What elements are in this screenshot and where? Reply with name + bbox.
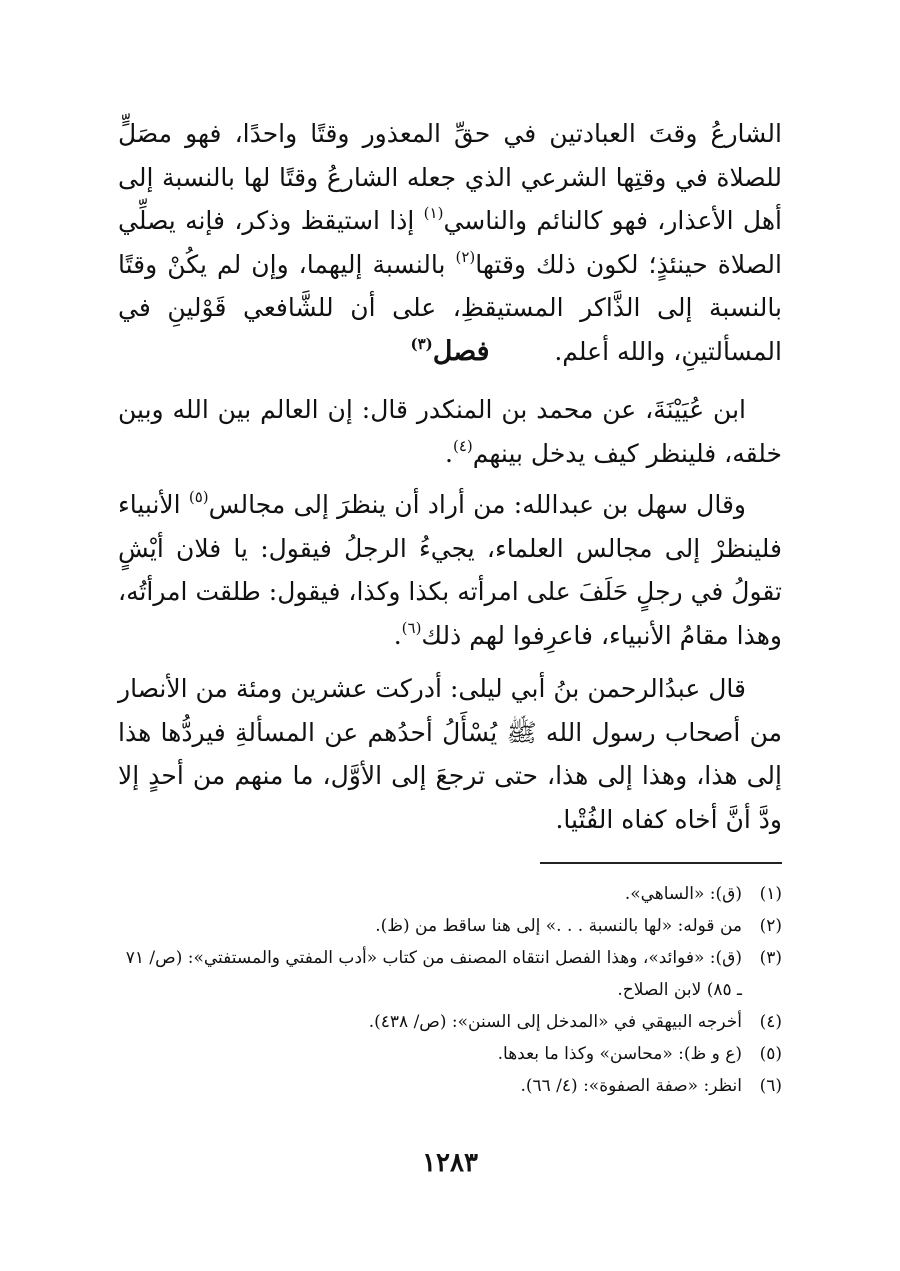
paragraph-text: قال عبدُالرحمن بنُ أبي ليلى: أدركت عشرين ومئة من الأنصار من أصحاب رسول الله ﷺ يُسْأَلُ أحدُهم عن المسألةِ فيردُّها هذا إلى هذا، وهذا إلى هذا، حتى ترجعَ إلى الأوَّل، ما منهم من أحدٍ إلا ودَّ أنَّ أخاه كفاه الفُتْيا. (118, 674, 782, 834)
footnote-ref-3[interactable]: (٣) (410, 335, 433, 353)
heading-text: فصل (432, 336, 490, 367)
p1-text-b: إذا استيقظ وذكر، فإنه يصلِّي الصلاة حينئذٍ؛ لكون ذلك وقتها (118, 206, 782, 279)
footnotes-list (118, 878, 782, 1102)
footnote-text: (ق): «الساهي». (624, 884, 742, 904)
footnote-text: من قوله: «لها بالنسبة . . .» إلى هنا ساقط من (ظ). (375, 916, 742, 936)
p1-text-a: الشارعُ وقتَ العبادتين في حقِّ المعذور وقتًا واحدًا، فهو مصَلٍّ للصلاة في وقتِها الشرعي الذي جعله الشارعُ وقتًا لها بالنسبة إلى أهل الأعذار، فهو كالنائم والناسي (118, 119, 782, 235)
footnote-ref-6[interactable]: (٦) (401, 618, 422, 637)
footnote-item (118, 1038, 782, 1070)
footnote-ref-2[interactable]: (٢) (455, 247, 476, 266)
footnote-item (118, 1070, 782, 1102)
footnote-text: (ع و ظ): «محاسن» وكذا ما بعدها. (497, 1044, 742, 1064)
footnote-item (118, 878, 782, 910)
page-number: ١٢٨٣ (422, 1148, 478, 1178)
p3-text-c: . (393, 620, 402, 650)
section-heading (118, 330, 782, 373)
p1-text-c: بالنسبة إليهما، وإن لم يكُنْ وقتًا بالنسبة إلى الذَّاكر المستيقظِ، على أن للشَّافعي قَوْلينِ في المسألتينِ، والله أعلم. (118, 249, 782, 366)
footnote-ref-5[interactable]: (٥) (188, 488, 209, 506)
footnote-number: (٥) (759, 1044, 782, 1064)
footnote-text: انظر: «صفة الصفوة»: (٤/ ٦٦). (520, 1076, 742, 1096)
p2-text-b: . (445, 438, 453, 468)
footnote-number: (٤) (759, 1012, 782, 1032)
footnote-ref-4[interactable]: (٤) (452, 436, 473, 455)
p3-text-b: الأنبياء فلينظرْ إلى مجالس العلماء، يجيءُ الرجلُ فيقول: يا فلان أيْشٍ تقولُ في رجلٍ حَلَفَ على امرأته بكذا وكذا، فيقول: طلقت امرأتُه، وهذا مقامُ الأنبياء، فاعرِفوا لهم ذلك (118, 490, 782, 650)
footnote-divider (540, 862, 782, 864)
footnote-item (118, 1006, 782, 1038)
footnote-number: (٢) (759, 916, 782, 936)
paragraph-text (118, 388, 782, 475)
body-paragraph-3 (118, 483, 782, 657)
p3-text-a: وقال سهل بن عبدالله: من أراد أن ينظرَ إلى مجالس (208, 490, 746, 519)
footnote-number: (٣) (759, 948, 782, 968)
footnote-item (118, 910, 782, 942)
footnote-text: أخرجه البيهقي في «المدخل إلى السنن»: (ص/ ٤٣٨). (368, 1012, 742, 1032)
footnote-text: (ق): «فوائد»، وهذا الفصل انتقاه المصنف من كتاب «أدب المفتي والمستفتي»: (ص/ ٧١ ـ ٨٥) لابن الصلاح. (125, 948, 742, 1000)
paragraph-text (118, 483, 782, 657)
footnote-item (118, 942, 782, 1006)
footnote-number: (٦) (759, 1076, 782, 1096)
p2-text-a: ابن عُيَيْنَةَ، عن محمد بن المنكدر قال: إن العالم بين الله وبين خلقه، فلينظر كيف يدخل بينهم (118, 395, 782, 468)
footnote-number: (١) (759, 884, 782, 904)
body-paragraph-2 (118, 388, 782, 475)
body-paragraph-4 (118, 667, 782, 841)
footnote-ref-1[interactable]: (١) (423, 204, 444, 222)
